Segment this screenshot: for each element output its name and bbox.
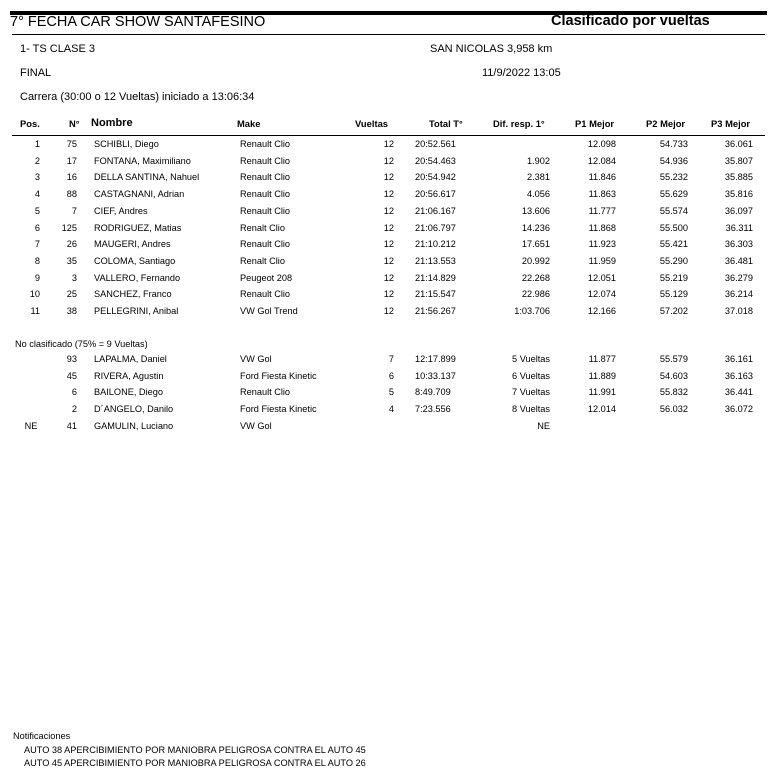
cell-make: Renault Clio xyxy=(240,172,291,183)
cell-laps: 12 xyxy=(383,172,394,183)
cell-make: Renault Clio xyxy=(240,289,291,300)
cell-pos: NE xyxy=(24,420,38,431)
cell-name: VALLERO, Fernando xyxy=(94,272,181,283)
cell-p2: 57.202 xyxy=(659,306,688,316)
cell-p3: 36.279 xyxy=(724,272,753,283)
cell-p3: 36.441 xyxy=(724,387,753,398)
cell-pos: 10 xyxy=(29,289,40,300)
cell-p3: 36.214 xyxy=(724,289,753,300)
cell-make: Renault Clio xyxy=(240,205,291,216)
cell-p2: 55.129 xyxy=(659,289,688,300)
cell-pos: 5 xyxy=(34,205,40,216)
cell-pos: 1 xyxy=(34,139,40,149)
cell-diff: 1:03.706 xyxy=(514,306,550,316)
table-row xyxy=(0,421,775,437)
cell-num: 26 xyxy=(66,239,77,250)
cell-total: 21:06.167 xyxy=(415,205,456,216)
cell-diff: 5 Vueltas xyxy=(512,354,550,364)
cell-p1: 12.166 xyxy=(587,306,616,316)
circuit: SAN NICOLAS 3,958 km xyxy=(430,43,553,55)
cell-diff: 4.056 xyxy=(527,189,550,200)
table-row xyxy=(0,223,775,239)
cell-p2: 55.421 xyxy=(659,239,688,250)
cell-num: 75 xyxy=(66,139,77,149)
cell-laps: 7 xyxy=(388,354,394,364)
table-row xyxy=(0,289,775,305)
cell-total: 20:54.463 xyxy=(415,155,456,166)
cell-p3: 36.072 xyxy=(724,404,753,415)
cell-make: Renault Clio xyxy=(240,139,291,149)
col-name: Nombre xyxy=(91,117,133,129)
cell-diff: 1.902 xyxy=(527,155,550,166)
cell-pos: 3 xyxy=(34,172,40,183)
cell-p1: 12.074 xyxy=(587,289,616,300)
cell-total: 20:52.561 xyxy=(415,139,456,149)
cell-diff: 22.268 xyxy=(521,272,550,283)
cell-pos: 6 xyxy=(34,222,40,233)
col-laps: Vueltas xyxy=(355,118,388,129)
table-row xyxy=(0,189,775,205)
cell-laps: 6 xyxy=(388,370,394,381)
cell-p1: 11.877 xyxy=(588,354,616,364)
col-total: Total T° xyxy=(429,118,463,129)
cell-p1: 12.014 xyxy=(587,404,616,415)
event-title: 7° FECHA CAR SHOW SANTAFESINO xyxy=(10,14,266,30)
not-classified-label: No clasificado (75% = 9 Vueltas) xyxy=(15,339,148,349)
cell-diff: 17.651 xyxy=(521,239,550,250)
cell-num: 25 xyxy=(66,289,77,300)
cell-diff: 14.236 xyxy=(521,222,550,233)
cell-diff: 22.986 xyxy=(521,289,550,300)
cell-name: GAMULIN, Luciano xyxy=(94,420,174,431)
cell-name: PELLEGRINI, Anibal xyxy=(94,306,179,316)
table-row xyxy=(0,139,775,155)
cell-total: 20:54.942 xyxy=(415,172,456,183)
cell-num: 7 xyxy=(71,205,77,216)
cell-diff: NE xyxy=(537,420,550,431)
cell-name: RIVERA, Agustin xyxy=(94,370,164,381)
cell-p2: 54.733 xyxy=(659,139,688,149)
cell-p2: 54.603 xyxy=(659,370,688,381)
cell-name: COLOMA, Santiago xyxy=(94,255,176,266)
cell-pos: 2 xyxy=(34,155,40,166)
col-diff: Dif. resp. 1° xyxy=(493,118,545,129)
cell-p3: 35.807 xyxy=(724,155,753,166)
cell-num: 17 xyxy=(66,155,77,166)
cell-make: Ford Fiesta Kinetic xyxy=(240,370,317,381)
cell-pos: 9 xyxy=(34,272,40,283)
cell-total: 21:14.829 xyxy=(415,272,456,283)
table-header xyxy=(0,118,775,134)
col-p1: P1 Mejor xyxy=(575,118,615,129)
cell-total: 12:17.899 xyxy=(415,354,456,364)
cell-p2: 54.936 xyxy=(659,155,688,166)
cell-p1: 12.084 xyxy=(587,155,616,166)
cell-name: SANCHEZ, Franco xyxy=(94,289,172,300)
cell-num: 88 xyxy=(66,189,77,200)
cell-pos: 11 xyxy=(30,306,40,316)
cell-total: 21:10.212 xyxy=(415,239,456,250)
cell-num: 16 xyxy=(66,172,77,183)
cell-p1: 11.863 xyxy=(588,189,616,200)
cell-diff: 6 Vueltas xyxy=(512,370,550,381)
table-row xyxy=(0,206,775,222)
cell-p3: 36.303 xyxy=(724,239,753,250)
table-row xyxy=(0,172,775,188)
col-pos: Pos. xyxy=(20,118,40,129)
col-number: N° xyxy=(69,118,80,129)
cell-p3: 36.161 xyxy=(724,354,753,364)
col-p3: P3 Mejor xyxy=(711,118,751,129)
cell-p2: 55.579 xyxy=(659,354,688,364)
cell-total: 7:23.556 xyxy=(415,404,451,415)
cell-laps: 12 xyxy=(383,239,394,250)
cell-laps: 12 xyxy=(383,272,394,283)
col-p2: P2 Mejor xyxy=(646,118,686,129)
cell-total: 21:13.553 xyxy=(415,255,456,266)
cell-total: 20:56.617 xyxy=(415,189,456,200)
cell-name: LAPALMA, Daniel xyxy=(94,354,167,364)
cell-p1: 11.777 xyxy=(588,205,616,216)
cell-laps: 12 xyxy=(383,306,394,316)
table-row xyxy=(0,239,775,255)
cell-num: 3 xyxy=(71,272,77,283)
cell-diff: 20.992 xyxy=(521,255,550,266)
cell-p3: 36.097 xyxy=(724,205,753,216)
cell-diff: 8 Vueltas xyxy=(512,404,550,415)
title-underline xyxy=(12,34,765,35)
cell-p2: 55.219 xyxy=(659,272,688,283)
cell-pos: 4 xyxy=(34,189,40,200)
notification-item: AUTO 38 APERCIBIMIENTO POR MANIOBRA PELIGROSA CONTRA EL AUTO 45 xyxy=(24,745,366,755)
cell-make: Ford Fiesta Kinetic xyxy=(240,404,317,415)
cell-make: Renalt Clio xyxy=(240,255,285,266)
cell-laps: 5 xyxy=(388,387,394,398)
cell-make: Renalt Clio xyxy=(240,222,285,233)
cell-laps: 12 xyxy=(383,155,394,166)
notifications-title: Notificaciones xyxy=(13,731,71,741)
cell-p3: 36.061 xyxy=(724,139,753,149)
cell-name: DELLA SANTINA, Nahuel xyxy=(94,172,200,183)
cell-laps: 12 xyxy=(383,189,394,200)
table-row xyxy=(0,273,775,289)
cell-p3: 37.018 xyxy=(724,306,753,316)
cell-total: 10:33.137 xyxy=(415,370,456,381)
cell-diff: 2.381 xyxy=(527,172,550,183)
table-row xyxy=(0,387,775,403)
cell-make: Renault Clio xyxy=(240,239,291,250)
category: 1- TS CLASE 3 xyxy=(20,43,95,55)
cell-p2: 55.629 xyxy=(659,189,688,200)
cell-p1: 11.991 xyxy=(588,387,616,398)
cell-num: 38 xyxy=(66,306,77,316)
cell-make: Renault Clio xyxy=(240,387,291,398)
cell-total: 21:06.797 xyxy=(415,222,456,233)
cell-p2: 56.032 xyxy=(659,404,688,415)
cell-name: MAUGERI, Andres xyxy=(94,239,171,250)
cell-num: 41 xyxy=(66,420,77,431)
cell-num: 6 xyxy=(71,387,77,398)
date-time: 11/9/2022 13:05 xyxy=(482,67,561,79)
cell-p1: 12.098 xyxy=(587,139,616,149)
cell-laps: 12 xyxy=(383,255,394,266)
cell-total: 21:15.547 xyxy=(415,289,456,300)
table-row xyxy=(0,371,775,387)
cell-p1: 11.959 xyxy=(588,255,616,266)
table-row xyxy=(0,306,775,322)
cell-p3: 36.311 xyxy=(725,222,753,233)
cell-p2: 55.832 xyxy=(659,387,688,398)
cell-p2: 55.290 xyxy=(659,255,688,266)
cell-p3: 36.163 xyxy=(724,370,753,381)
cell-make: VW Gol xyxy=(240,354,272,364)
header-underline xyxy=(12,135,765,136)
cell-make: Peugeot 208 xyxy=(240,272,293,283)
cell-laps: 12 xyxy=(383,139,394,149)
cell-make: Renault Clio xyxy=(240,155,291,166)
cell-diff: 7 Vueltas xyxy=(512,387,550,398)
cell-num: 125 xyxy=(61,222,77,233)
cell-p1: 12.051 xyxy=(587,272,616,283)
notification-item: AUTO 45 APERCIBIMIENTO POR MANIOBRA PELIGROSA CONTRA EL AUTO 26 xyxy=(24,758,366,768)
cell-p3: 35.816 xyxy=(724,189,753,200)
cell-p2: 55.232 xyxy=(659,172,688,183)
cell-laps: 12 xyxy=(383,205,394,216)
cell-pos: 7 xyxy=(34,239,40,250)
cell-laps: 12 xyxy=(383,222,394,233)
cell-make: VW Gol Trend xyxy=(240,306,298,316)
cell-p3: 36.481 xyxy=(724,255,753,266)
cell-name: SCHIBLI, Diego xyxy=(94,139,159,149)
race-info: Carrera (30:00 o 12 Vueltas) iniciado a 13:06:34 xyxy=(20,91,255,103)
cell-laps: 4 xyxy=(388,404,394,415)
cell-diff: 13.606 xyxy=(521,205,550,216)
cell-p2: 55.574 xyxy=(659,205,688,216)
cell-p1: 11.846 xyxy=(588,172,616,183)
cell-name: CASTAGNANI, Adrian xyxy=(94,189,185,200)
cell-name: CIEF, Andres xyxy=(94,205,148,216)
session: FINAL xyxy=(20,67,52,79)
table-row xyxy=(0,156,775,172)
cell-p2: 55.500 xyxy=(659,222,688,233)
cell-name: FONTANA, Maximiliano xyxy=(94,155,191,166)
cell-num: 35 xyxy=(66,255,77,266)
cell-pos: 8 xyxy=(34,255,40,266)
cell-p3: 35.885 xyxy=(724,172,753,183)
cell-make: Renault Clio xyxy=(240,189,291,200)
table-row xyxy=(0,354,775,370)
cell-num: 93 xyxy=(66,354,77,364)
cell-num: 45 xyxy=(66,370,77,381)
cell-total: 21:56.267 xyxy=(415,306,456,316)
cell-p1: 11.923 xyxy=(588,239,616,250)
cell-total: 8:49.709 xyxy=(415,387,451,398)
report-type: Clasificado por vueltas xyxy=(551,13,710,29)
table-row xyxy=(0,256,775,272)
cell-make: VW Gol xyxy=(240,420,272,431)
cell-name: BAILONE, Diego xyxy=(94,387,163,398)
cell-p1: 11.868 xyxy=(588,222,616,233)
cell-name: RODRIGUEZ, Matias xyxy=(94,222,182,233)
cell-laps: 12 xyxy=(383,289,394,300)
cell-p1: 11.889 xyxy=(588,370,616,381)
col-make: Make xyxy=(237,118,261,129)
table-row xyxy=(0,404,775,420)
cell-num: 2 xyxy=(71,404,77,415)
cell-name: D´ANGELO, Danilo xyxy=(94,404,174,415)
